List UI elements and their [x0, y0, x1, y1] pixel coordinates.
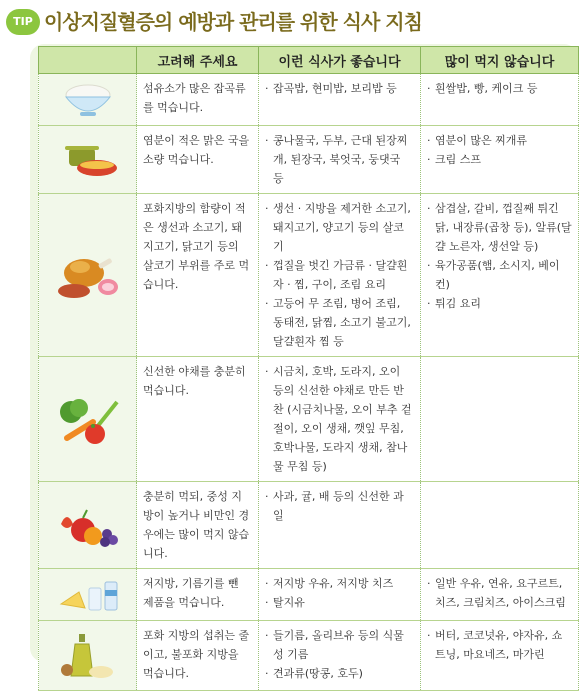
consider-cell: 충분히 먹되, 중성 지방이 높거나 비만인 경우에는 많이 먹지 않습니다.	[137, 482, 259, 569]
avoid-item: · 육가공품(햄, 소시지, 베이컨)	[427, 256, 572, 294]
icon-cell	[39, 357, 137, 482]
good-item: · 시금치, 호박, 도라지, 오이 등의 신선한 야채로 만든 반찬 (시금치나물, 오이 부추 겉절이, 오이 생채, 깻잎 무침, 호박나물, 도라지 생채, 참나물 무침 등)	[265, 362, 414, 476]
header-consider: 고려해 주세요	[137, 47, 259, 74]
oil-bottle-icon	[55, 630, 121, 682]
avoid-item: · 버터, 코코넛유, 야자유, 쇼트닝, 마요네즈, 마가린	[427, 626, 572, 664]
good-item: · 탈지유	[265, 593, 414, 612]
table-row	[39, 569, 579, 621]
fruits-icon	[53, 498, 123, 552]
table-row	[39, 126, 579, 194]
page-title: 이상지질혈증의 예방과 관리를 위한 식사 지침	[44, 10, 422, 34]
avoid-cell	[421, 194, 579, 357]
avoid-item: · 흰쌀밥, 빵, 케이크 등	[427, 79, 572, 98]
consider-cell: 포화지방의 함량이 적은 생선과 소고기, 돼지고기, 닭고기 등의 살코기 부위를 주로 먹습니다.	[137, 194, 259, 357]
title-bar	[0, 0, 587, 44]
vegetables-icon	[53, 392, 123, 446]
good-cell	[259, 621, 421, 691]
good-cell	[259, 74, 421, 126]
good-item: · 콩나물국, 두부, 근대 된장찌개, 된장국, 북엇국, 둥댓국 등	[265, 131, 414, 188]
avoid-cell	[421, 126, 579, 194]
icon-cell	[39, 482, 137, 569]
good-cell	[259, 194, 421, 357]
consider-cell: 신선한 야채를 충분히 먹습니다.	[137, 357, 259, 482]
table-row	[39, 74, 579, 126]
table-row	[39, 482, 579, 569]
good-item: · 잡곡밥, 현미밥, 보리밥 등	[265, 79, 414, 98]
good-item: · 고등어 무 조림, 병어 조림, 동태전, 닭찜, 소고기 불고기, 달걀흰자 찜 등	[265, 294, 414, 351]
avoid-item: · 염분이 많은 찌개류	[427, 131, 572, 150]
avoid-item: · 튀김 요리	[427, 294, 572, 313]
dairy-icon	[53, 574, 123, 616]
good-cell	[259, 569, 421, 621]
good-item: · 사과, 귤, 배 등의 신선한 과일	[265, 487, 414, 525]
avoid-item: · 크림 스프	[427, 150, 572, 169]
good-item: · 저지방 우유, 저지방 치즈	[265, 574, 414, 593]
roast-chicken-icon	[50, 247, 126, 303]
consider-cell: 저지방, 기름기를 뺀 제품을 먹습니다.	[137, 569, 259, 621]
table-row	[39, 194, 579, 357]
avoid-cell	[421, 621, 579, 691]
header-good: 이런 식사가 좋습니다	[259, 47, 421, 74]
good-item: · 들기름, 올리브유 등의 식물성 기름	[265, 626, 414, 664]
rice-bowl-icon	[58, 81, 118, 119]
avoid-cell	[421, 482, 579, 569]
icon-cell	[39, 621, 137, 691]
table-header-row	[39, 47, 579, 74]
diet-guideline-table	[38, 46, 579, 691]
good-cell	[259, 482, 421, 569]
avoid-cell	[421, 569, 579, 621]
soup-pot-icon	[55, 140, 121, 180]
table-row	[39, 621, 579, 691]
good-cell	[259, 357, 421, 482]
header-icon	[39, 47, 137, 74]
good-cell	[259, 126, 421, 194]
tip-badge: TIP	[6, 9, 40, 35]
good-item: · 생선 · 지방을 제거한 소고기, 돼지고기, 양고기 등의 살코기	[265, 199, 414, 256]
header-avoid: 많이 먹지 않습니다	[421, 47, 579, 74]
good-item: · 견과류(땅콩, 호두)	[265, 664, 414, 683]
consider-cell: 섬유소가 많은 잡곡류를 먹습니다.	[137, 74, 259, 126]
avoid-cell	[421, 74, 579, 126]
icon-cell	[39, 569, 137, 621]
avoid-item: · 일반 우유, 연유, 요구르트, 치즈, 크림치즈, 아이스크림	[427, 574, 572, 612]
avoid-item: · 삼겹살, 갈비, 껍질째 튀긴 닭, 내장류(곱창 등), 알류(달걀 노른자, 생선알 등)	[427, 199, 572, 256]
good-item: · 껍질을 벗긴 가금류 · 달걀흰자 · 찜, 구이, 조림 요리	[265, 256, 414, 294]
consider-cell: 염분이 적은 맑은 국을 소량 먹습니다.	[137, 126, 259, 194]
table-row	[39, 357, 579, 482]
consider-cell: 포화 지방의 섭취는 줄이고, 불포화 지방을 먹습니다.	[137, 621, 259, 691]
icon-cell	[39, 74, 137, 126]
icon-cell	[39, 194, 137, 357]
icon-cell	[39, 126, 137, 194]
avoid-cell	[421, 357, 579, 482]
